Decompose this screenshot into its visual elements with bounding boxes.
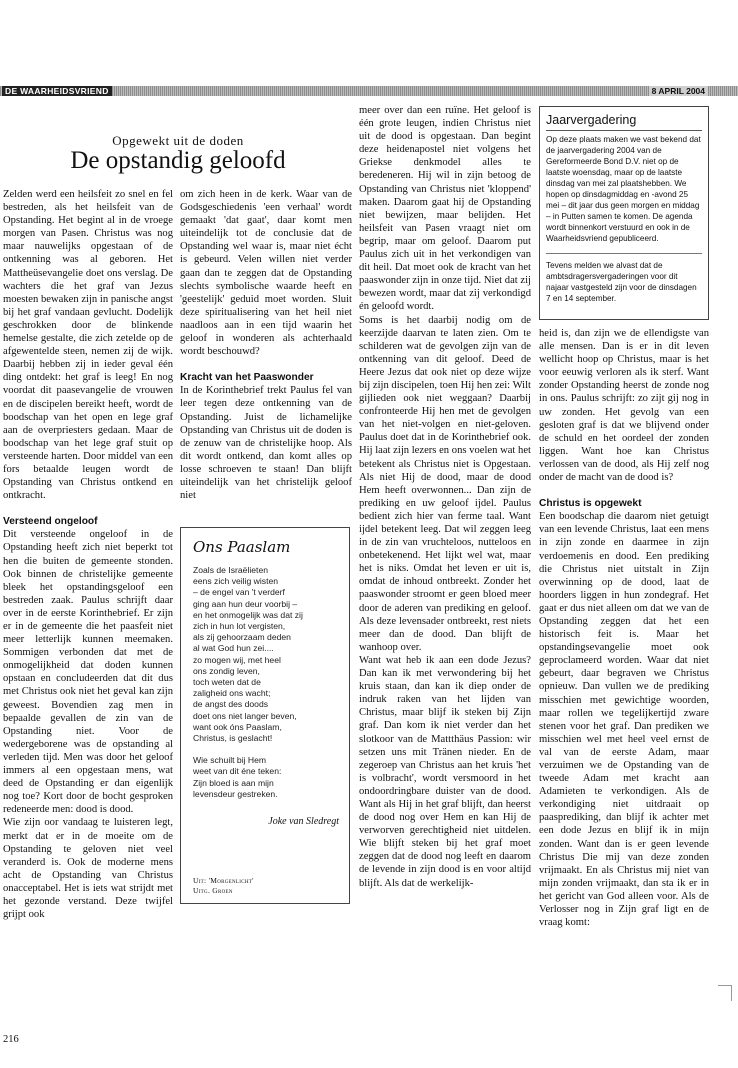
poem-line: Zoals de Israëlieten bbox=[193, 565, 268, 575]
subheading: Kracht van het Paaswonder bbox=[180, 372, 314, 384]
paragraph: Dit versteende ongeloof in de Opstanding heeft zich niet beperkt tot hen die buiten de gemeente stonden. Ook binnen de christelijke gemeente bleek het opstandingsgeloof een bestreden zaak. Paulus schrijft daar over in de eerste Korinthebrief. Er zijn er in de gemeente die het paasfeit niet meer letterlijk kunnen meemaken. Sommigen verbonden dat met de onmogelijkheid dat doden kunnen opstaan en concludeerden dat dit dus met Christus ook niet het geval kan zijn geweest. Bovendien zag men in bepaalde gevallen de zin van de Opstanding niet. Voor de wedergeborene was de opstanding al verleden tijd. Men was door het geloof immers al een opgestaan mens, wat deed de Opstanding er dan eigenlijk nog toe? Kort door de bocht gesproken redeneerde men: dood is dood. bbox=[3, 529, 173, 816]
publication-name: DE WAARHEIDSVRIEND bbox=[2, 86, 112, 96]
crop-mark bbox=[731, 985, 732, 1001]
crop-mark bbox=[718, 985, 732, 986]
poem-box bbox=[180, 527, 350, 904]
paragraph: In de Korinthebrief trekt Paulus fel van leer tegen deze ontkenning van de Opstanding. Juist de lichamelijke Opstanding van Christus uit de doden is de zenuw van de christelijke hoop. Als dit wordt ontkend, dan komt alles op losse schroeven te staan! Dan blijft uiteindelijk van het christelijk geloof niet bbox=[180, 385, 352, 502]
poem-stanza-2 bbox=[193, 755, 339, 800]
page-number: 216 bbox=[3, 1034, 19, 1045]
poem-line: want ook óns Paaslam, bbox=[193, 721, 282, 732]
announcement-title: Jaarvergadering bbox=[546, 112, 702, 131]
poem-source-line: Uit: 'Morgenlicht' bbox=[193, 876, 254, 885]
poem-line: Christus, is geslacht! bbox=[193, 733, 273, 744]
poem-line: zich in hun lot vergisten, bbox=[193, 621, 286, 632]
poem-line: Zijn bloed is aan mijn bbox=[193, 777, 274, 788]
poem-line: levensdeur gestreken. bbox=[193, 788, 278, 799]
poem-line: weet van dit éne teken: bbox=[193, 766, 282, 777]
paragraph: meer over dan een ruïne. Het geloof is één grote leugen, indien Christus niet uit de dood is opgestaan. Dan begint deze heidenapostel niet volgens het Griekse denkmodel alles te beredeneren. Hij wil in zijn betoog de Opstanding van Christus niet 'kloppend' maken. Daarom gaat hij de Opstanding niet bewijzen, maar belijden. Het heilsfeit van Pasen vraagt niet om begrip, maar om geloof. Daarom put Paulus zich uit in het verkondigen van dit heil. Dat moet ook de kracht van het paaswonder zijn in onze tijd. Niet dat zij bewezen wordt, maar dat zij verkondigd én geloofd wordt. bbox=[359, 105, 531, 313]
poem-source-line: Uitg. Groen bbox=[193, 885, 233, 895]
poem-source bbox=[193, 876, 254, 895]
announcement-text: Op deze plaats maken we vast bekend dat de jaarvergadering 2004 van de Gereformeerde Bond D.V. niet op de laatste woensdag, maar op de laatste dinsdag van mei zal plaatshebben. We hopen op dinsdagmiddag en -avond 25 mei – dit jaar dus geen morgen en middag – in Putten samen te komen. De agenda wordt binnenkort verstuurd en ook in de Waarheidsvriend gepubliceerd. bbox=[546, 135, 701, 243]
poem-line: zaligheid ons wacht; bbox=[193, 688, 271, 699]
poem-line: en het onmogelijk was dat zij bbox=[193, 609, 303, 620]
poem-line: al wat God hun zei.... bbox=[193, 643, 274, 654]
announcement-box bbox=[539, 106, 709, 320]
announcement-text: Tevens melden we alvast dat de ambtsdragersvergaderingen voor dit najaar vastgesteld zijn voor de dinsdagen 7 en 14 september. bbox=[546, 253, 702, 304]
poem-line: Wie schuilt bij Hem bbox=[193, 755, 267, 766]
poem-line: ging aan hun deur voorbij – bbox=[193, 598, 298, 609]
poem-title: Ons Paaslam bbox=[193, 538, 291, 556]
poem-line: doet ons niet langer beven, bbox=[193, 710, 297, 721]
poem-line: toch weten dat de bbox=[193, 677, 261, 688]
paragraph: Een boodschap die daarom niet getuigt van een levende Christus, laat een mens in zijn zonde en daarmee in zijn verdoemenis en dood. Een prediking die Christus niet uitstalt in Zijn overwinning op de dood, laat de hoorders liggen in hun zondegraf. Het gaat er dus niet alleen om dat we van de Opstanding zeggen dat het een historisch feit is. Maar het opstandingsevangelie moet ook geproclameerd worden. Waar dat niet gebeurt, daar begraven we Christus opnieuw. Dan vullen we de prediking misschien met gewichtige woorden, maar rollen we tegelijkertijd zware stenen voor het graf. Dan prediken we misschien wel met heel veel ernst de val van de eerste Adam, maar verzuimen we de Opstanding van de tweede Adam met kracht aan Adamieten te verkondigen. Als de verkondiging niet uitdraait op paasprediking, dan blijf ik achter met een dode Jezus en blijf ik in mijn zonden. Want dan is er geen levende Christus Die mij van deze zonden vrijmaakt. En als Christus mij niet van mijn zonden vrijmaakt, dan sta ik er in het gericht van God alleen voor. Als de Verlosser nog in Zijn graf ligt en de vraag komt: bbox=[539, 511, 709, 929]
paragraph: heid is, dan zijn we de ellendigste van alle mensen. Dan is er in dit leven wellicht hoop op Christus, maar is het voor eeuwig verloren als ik sterf. Want zonder Opstanding heerst de zonde nog in ons. Paulus schrijft: zo zijt gij nog in uw zonden. Het gevolg van een gesloten graf is dat we blijvend onder de schuld en het oordeel der zonden liggen. Want hoe kan Christus verlossen van de dood, als Hij zelf nog onder de macht van de dood is? bbox=[539, 328, 709, 484]
column-2 bbox=[180, 188, 352, 502]
poem-line: de angst des doods bbox=[193, 699, 269, 710]
paragraph: Want wat heb ik aan een dode Jezus? Dan kan ik met verwondering bij het kruis staan, dan kan ik diep onder de indruk raken van het lijden van Christus, maar blijf ik steken bij Zijn graf. Dan kom ik niet verder dan het slotkoor van de Mattthäus Passion: wir setzen uns mit Tränen nieder. En de zegeroep van Christus aan het kruis 'het is volbracht', wordt versmoord in het ondoordringbare duister van de dood. Want als Hij in het graf blijft, dan heerst de dood nog over Hem en kan Hij de verworven gerechtigheid niet uitdelen. Wie blijft steken bij het graf moet zeggen dat de dood nog leeft en daarom de levende in zijn dood is en voor altijd blijft. Als dat de werkelijk- bbox=[359, 654, 531, 889]
subheading: Versteend ongeloof bbox=[3, 516, 98, 528]
poem-line: eens zich veilig wisten bbox=[193, 576, 279, 587]
article-kicker: Opgewekt uit de doden bbox=[112, 133, 244, 148]
article-title: De opstandig geloofd bbox=[70, 147, 286, 174]
poem-line: – de engel van 't verderf bbox=[193, 587, 285, 598]
poem-line: zo mogen wij, met heel bbox=[193, 654, 281, 665]
column-1 bbox=[3, 188, 173, 921]
paragraph: Zelden werd een heilsfeit zo snel en fel bestreden, als het heilsfeit van de Opstanding. Het begint al in de vroege morgen van Pasen. Christus was nog maar nauwelijks opgestaan of de ontkenning was al geboren. Het Mattheüsevangelie doet ons verslag. De wachters die het graf van Jezus moesten bewaken zijn in panische angst bij het graf vandaan gevlucht. Dodelijk geschrokken door de blinkende hemelse gestalte, die zich zetelde op de afgewentelde steen, nemen zij de wijk. Daarbij hebben zij in ieder geval één ding ontdekt: het graf is leeg! En nog voordat dit paasevangelie de vrouwen en de discipelen bereikt heeft, wordt de boodschap van het open en lege graf aan de overpriesters gedaan. Maar de boodschap van het lege graf stuit op versteende harten. Door middel van een fors betaalde leugen wordt de Opstanding van Christus ontkend en ontkracht. bbox=[3, 189, 173, 502]
paragraph: Soms is het daarbij nodig om de keerzijde daarvan te laten zien. Om te schilderen wat de gevolgen zijn van de ontkenning van dit geloof. Deed de Heere Jezus dat ook niet op deze wijze bij zijn discipelen, toen Hij hen zei: Wilt gijlieden ook niet weggaan? Daarbij confronteerde Hij hen met de gevolgen van het niet-volgen en niet-geloven. Paulus doet dat in de Korinthebrief ook. Hij laat zijn lezers en ons voelen wat het betekent als Christus niet is Opgestaan. Als niet Hij de dood, maar de dood Hem heeft overwonnen... Dan zijn de prediking en uw geloof ijdel. Paulus bedient zich hier van ferme taal. Want ijdel betekent leeg. Dat wil zeggen leeg in de zin van vruchteloos, nutteloos en onbetekenend. Het lijkt wel wat, maar het is niks. Omdat het leven er uit is, omdat de inhoud ontbreekt. Zonder het paaswonder stroomt er geen bloed meer door de aderen van prediking en geloof. Als deze levensader ontbreekt, rest niets meer dan de dood. Dan blijft de wanhoop over. bbox=[359, 314, 531, 653]
column-4 bbox=[539, 327, 709, 929]
paragraph: om zich heen in de kerk. Waar van de Godsgeschiedenis 'een verhaal' wordt gemaakt 'dat gaat', daar komt men uiteindelijk tot de conclusie dat de Opstanding wel waar is, maar niet écht is gebeurd. Velen willen niet verder gaan dan te zeggen dat de Opstanding slechts symbolische waarde heeft en 'geestelijk' geduid moet worden. Sluit deze spiritualisering van het heil niet naadloos aan in een tijd waarin het geloof in wonderen als achterhaald wordt beschouwd? bbox=[180, 189, 352, 358]
issue-date: 8 APRIL 2004 bbox=[649, 86, 708, 96]
paragraph: Wie zijn oor vandaag te luisteren legt, merkt dat er in de moeite om de Opstanding te geloven niet veel veranderd is. Ook de moderne mens acht de Opstanding van Christus onacceptabel. Het is iets wat strijdt met het gezonde verstand. Deze twijfel grijpt ook bbox=[3, 817, 173, 921]
poem-stanza-1 bbox=[193, 565, 339, 744]
subheading: Christus is opgewekt bbox=[539, 498, 642, 510]
poem-line: als zij gehoorzaam deden bbox=[193, 632, 291, 643]
column-3 bbox=[359, 104, 531, 890]
poem-line: ons zondig leven, bbox=[193, 665, 260, 676]
poem-author: Joke van Sledregt bbox=[268, 816, 339, 828]
